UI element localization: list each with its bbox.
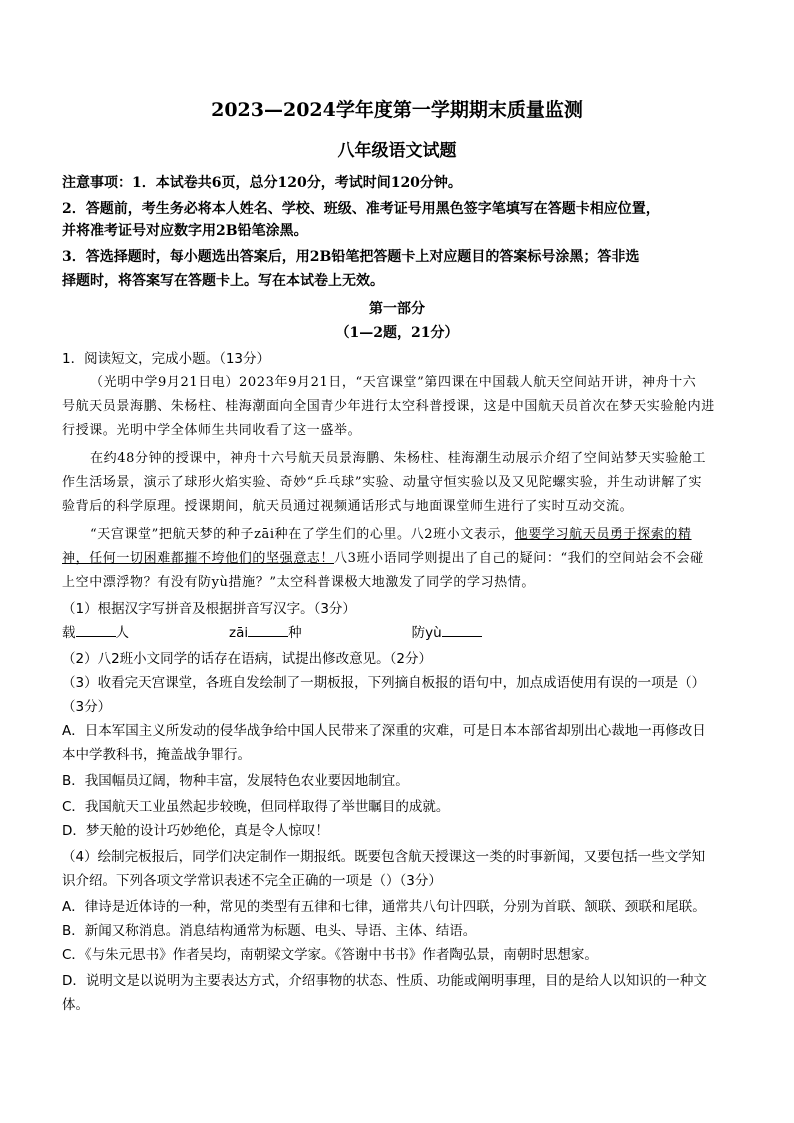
exam-title: 2023—2024学年度第一学期期末质量监测 <box>211 99 583 121</box>
passage-text: “天宫课堂”把航天梦的种子zāi种在了学生们的心里。八2班小文表示， <box>90 527 515 542</box>
passage-p3-line: 上空中漂浮物？有没有防yù措施？”太空科普课极大地激发了同学的学习热情。 <box>62 575 535 590</box>
part-heading: 第一部分 <box>369 301 425 317</box>
subquestion-2: （2）八2班小文同学的话存在语病，试提出修改意见。（2分） <box>62 651 433 667</box>
option-a: A．日本军国主义所发动的侵华战争给中国人民带来了深重的灾难，可是日本本部省却别出心裁地一再修改日 <box>62 723 706 739</box>
notice-line-5: 择题时，将答案写在答题卡上。写在本试卷上无效。 <box>62 273 384 289</box>
passage-p1-line: 号航天员景海鹏、朱杨柱、桂海潮面向全国青少年进行太空科普授课，这是中国航天员首次在梦天实验舱内进 <box>62 399 715 414</box>
underlined-sentence: 神，任何一切困难都摧不垮他们的坚强意志！ <box>62 551 335 566</box>
passage-p3-line <box>62 526 762 544</box>
fill-pinyin: 防yù <box>411 625 442 641</box>
passage-p1-line: （光明中学9月21日电）2023年9月21日，“天宫课堂”第四课在中国载人航天空间站开讲，神舟十六 <box>90 375 697 390</box>
fill-char: 人 <box>115 625 129 641</box>
notice-line-2: 2．答题前，考生务必将本人姓名、学校、班级、准考证号用黑色签字笔填写在答题卡相应位置， <box>62 201 660 217</box>
passage-p2-line: 验背后的科学原理。授课期间，航天员通过视频通话形式与地面课堂师生进行了实时互动交流。 <box>62 499 634 514</box>
answer-blank[interactable] <box>442 624 482 637</box>
subquestion-4: （4）绘制完板报后，同学们决定制作一期报纸。既要包含航天授课这一类的时事新闻，又要包括一些文学知 <box>62 849 706 865</box>
passage-p2-line: 作生活场景，演示了球形火焰实验、奇妙“乒乓球”实验、动量守恒实验以及又见陀螺实验，并生动讲解了实 <box>62 475 703 490</box>
option-c: C．《与朱元思书》作者吴均，南朝梁文学家。《答谢中书书》作者陶弘景，南朝时思想家。 <box>62 947 598 963</box>
notice-line-1: 注意事项：1．本试卷共6页，总分120分，考试时间120分钟。 <box>62 175 462 191</box>
question-1-stem: 1．阅读短文，完成小题。（13分） <box>62 351 271 367</box>
subquestion-4-cont: 识介绍。下列各项文学常识表述不完全正确的一项是（）（3分） <box>62 873 442 889</box>
notice-line-4: 3．答选择题时，每小题选出答案后，用2B铅笔把答题卡上对应题目的答案标号涂黑；答非选 <box>62 249 640 265</box>
underlined-sentence: 他要学习航天员勇于探索的精 <box>514 527 692 542</box>
subquestion-3: （3）收看完天宫课堂，各班自发绘制了一期板报，下列摘自板报的语句中，加点成语使用有误的一项是（） <box>62 675 706 691</box>
exam-subtitle: 八年级语文试题 <box>337 141 457 161</box>
notice-line-3: 并将准考证号对应数字用2B铅笔涂黑。 <box>62 223 308 239</box>
option-b: B．新闻又称消息。消息结构通常为标题、电头、导语、主体、结语。 <box>62 923 477 939</box>
option-d-cont: 体。 <box>62 997 89 1013</box>
fill-char: 载 <box>62 625 76 641</box>
passage-p3-line <box>62 550 734 568</box>
passage-p2-line: 在约48分钟的授课中，神舟十六号航天员景海鹏、朱杨柱、桂海潮生动展示介绍了空间站梦天实验舱工 <box>90 451 707 466</box>
part-range: （1—2题，21分） <box>335 325 459 341</box>
option-d: D．梦天舱的设计巧妙绝伦，真是令人惊叹！ <box>62 823 329 839</box>
subquestion-3-score: （3分） <box>62 699 112 715</box>
passage-text: 八3班小语同学则提出了自己的疑问：“我们的空间站会不会碰 <box>334 551 704 566</box>
option-d: D．说明文是以说明为主要表达方式，介绍事物的状态、性质、功能或阐明事理，目的是给人以知识的一种文 <box>62 973 707 989</box>
fill-char: 种 <box>288 625 302 641</box>
option-b: B．我国幅员辽阔，物种丰富，发展特色农业要因地制宜。 <box>62 773 409 789</box>
answer-blank[interactable] <box>76 624 116 637</box>
option-a-cont: 本中学教科书，掩盖战争罪行。 <box>62 747 251 763</box>
answer-blank[interactable] <box>248 624 288 637</box>
fill-pinyin: zāi <box>229 625 249 641</box>
option-c: C．我国航天工业虽然起步较晚，但同样取得了举世瞩目的成就。 <box>62 799 450 815</box>
option-a: A．律诗是近体诗的一种，常见的类型有五律和七律，通常共八句计四联，分别为首联、颔联、颈联和尾联。 <box>62 899 706 915</box>
fill-blanks-row <box>62 624 734 642</box>
subquestion-1: （1）根据汉字写拼音及根据拼音写汉字。（3分） <box>62 601 356 617</box>
passage-p1-line: 行授课。光明中学全体师生共同收看了这一盛举。 <box>62 423 362 438</box>
